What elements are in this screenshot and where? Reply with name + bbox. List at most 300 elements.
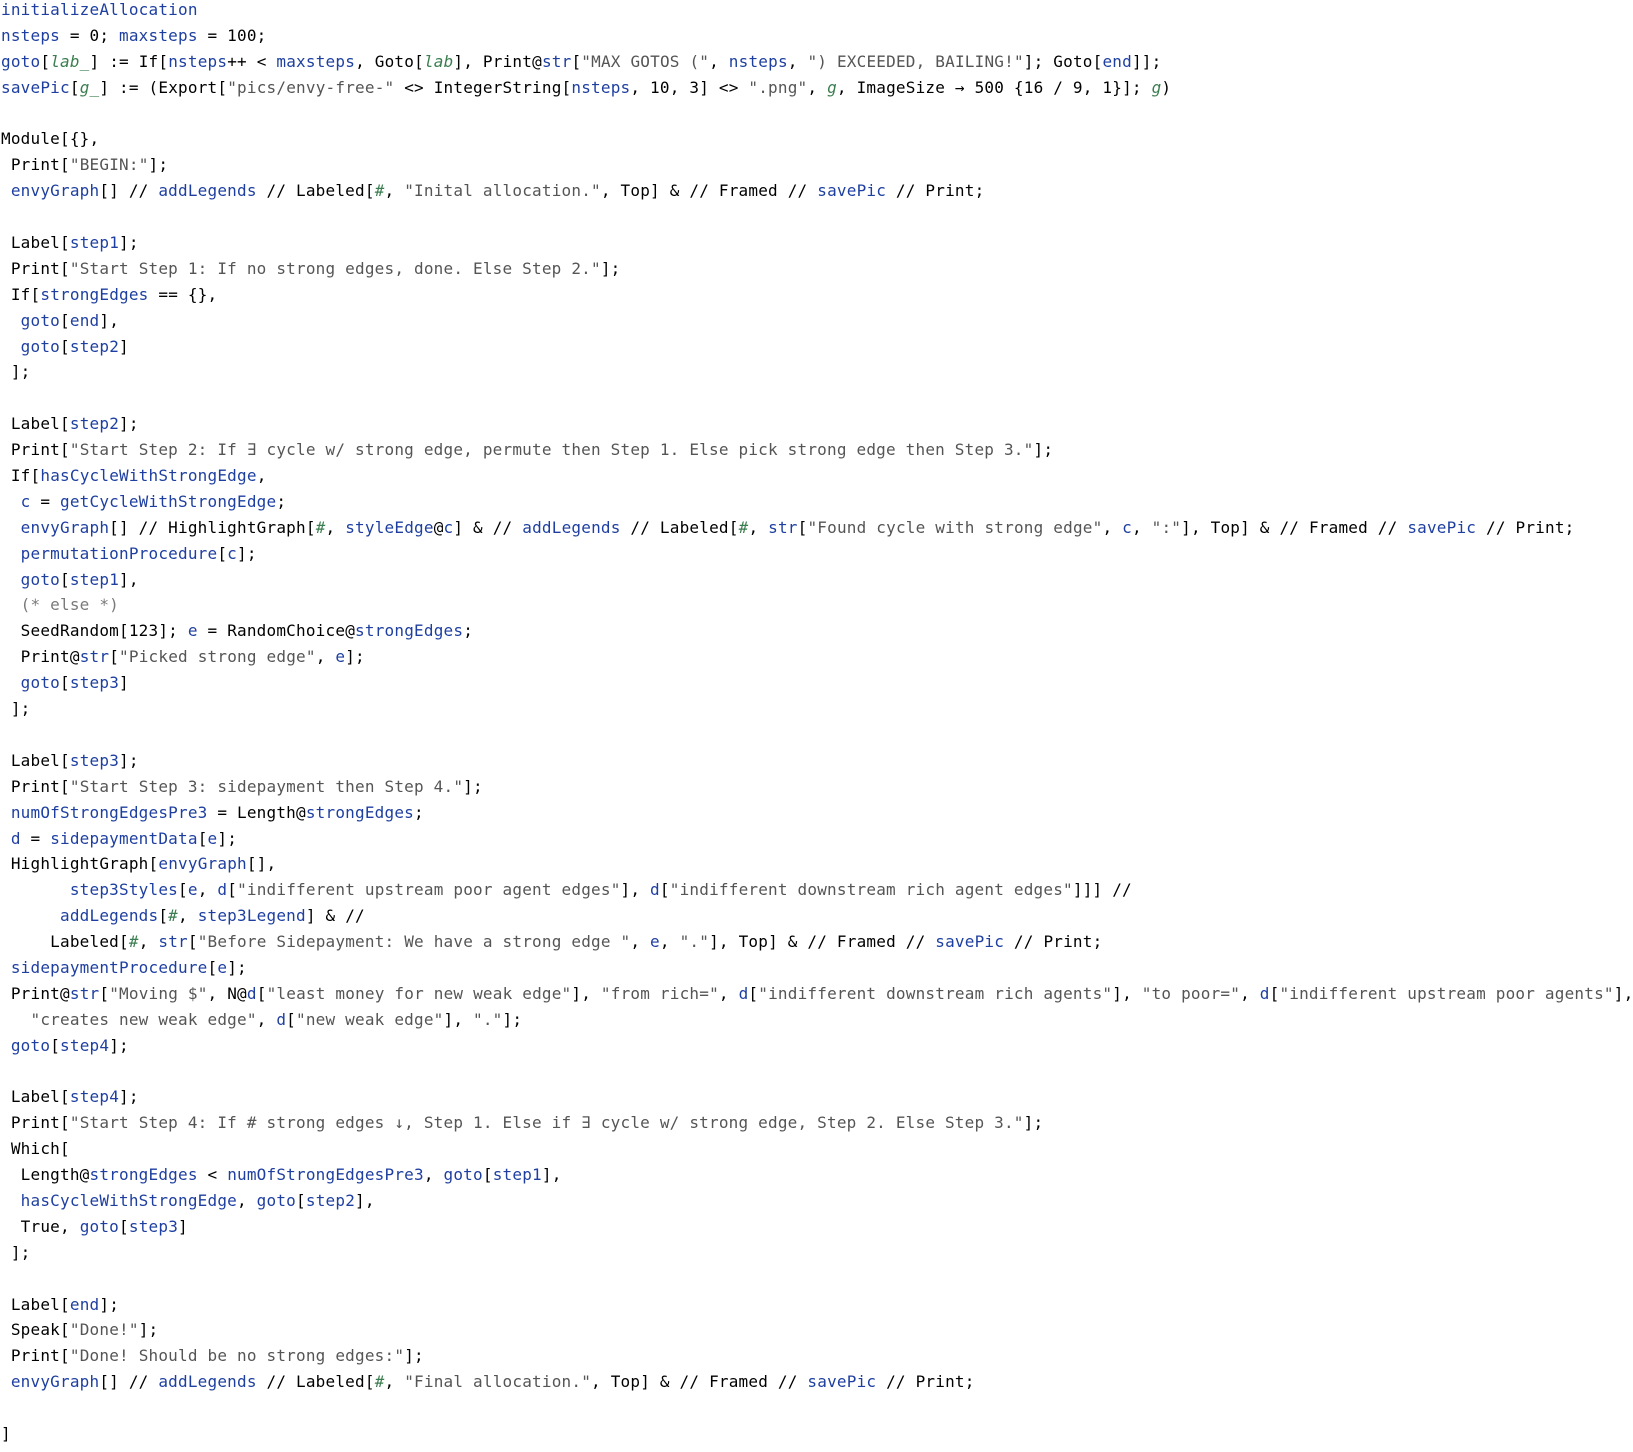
plain-token: ],: [620, 880, 651, 900]
code-line[interactable]: [1, 618, 1621, 644]
code-line[interactable]: [1, 877, 1621, 903]
plain-token: [: [60, 440, 70, 460]
plain-token: ] & //: [640, 1372, 710, 1392]
symbol-token: end: [69, 310, 100, 330]
code-line[interactable]: [1, 282, 1621, 308]
code-line[interactable]: [1, 670, 1621, 696]
plain-token: [: [99, 983, 110, 1003]
code-line[interactable]: [1, 178, 1621, 204]
plain-token: [: [158, 51, 169, 71]
plain-token: ],: [541, 1165, 562, 1185]
string-token: "indifferent downstream rich agent edges": [669, 880, 1073, 900]
code-line[interactable]: [1, 1084, 1621, 1110]
code-line[interactable]: [1, 800, 1621, 826]
code-cell[interactable]: [1, 0, 1633, 1447]
string-token: "Start Step 1: If no strong edges, done. Else Step 2.": [69, 258, 601, 278]
string-token: "Final allocation.": [404, 1372, 592, 1392]
plain-token: ] := (: [99, 77, 159, 97]
plain-token: ];: [502, 1009, 523, 1029]
keyword-token: Labeled: [50, 932, 120, 952]
plain-token: @: [345, 621, 356, 641]
symbol-token: d: [10, 828, 21, 848]
string-token: ":": [1151, 517, 1182, 537]
symbol-token: c: [1122, 517, 1132, 537]
code-line[interactable]: [1, 359, 1621, 385]
plain-token: ,: [836, 77, 857, 97]
plain-token: == {},: [148, 284, 218, 304]
pattern-token: g_: [79, 77, 100, 97]
keyword-token: HighlightGraph: [168, 517, 306, 537]
plain-token: //: [620, 517, 660, 537]
plain-token: ];: [1023, 1113, 1044, 1133]
symbol-token: savePic: [935, 932, 1005, 952]
code-line[interactable]: [1, 1059, 1621, 1085]
code-line[interactable]: [1, 1317, 1621, 1343]
code-line[interactable]: [1, 903, 1621, 929]
keyword-token: Label: [10, 750, 61, 770]
symbol-token: sidepaymentProcedure: [10, 957, 208, 977]
code-line[interactable]: [1, 515, 1621, 541]
code-line[interactable]: [1, 1240, 1621, 1266]
plain-token: [: [1269, 983, 1280, 1003]
code-line[interactable]: [1, 1033, 1621, 1059]
plain-token: [1, 570, 21, 589]
code-line[interactable]: [1, 334, 1621, 360]
plain-token: =: [197, 621, 228, 641]
plain-token: ,: [207, 983, 228, 1003]
plain-token: ,: [630, 932, 651, 952]
plain-token: [1, 285, 11, 304]
plain-token: [1, 777, 11, 796]
plain-token: [: [30, 466, 41, 486]
plain-token: [1, 647, 21, 666]
code-line[interactable]: [1, 826, 1621, 852]
plain-token: //: [768, 1372, 808, 1392]
code-line[interactable]: [1, 567, 1621, 593]
plain-token: [: [197, 828, 208, 848]
keyword-token: Framed: [1308, 517, 1368, 537]
plain-token: [1, 1139, 11, 1158]
keyword-token: Length: [20, 1165, 80, 1185]
pattern-token: #: [374, 1372, 385, 1392]
code-line[interactable]: [1, 696, 1621, 722]
keyword-token: Export: [158, 77, 218, 97]
symbol-token: strongEdges: [355, 621, 464, 641]
code-line[interactable]: [1, 1110, 1621, 1136]
plain-token: ] :=: [89, 51, 139, 71]
plain-token: [1, 803, 11, 822]
plain-token: ],: [355, 1190, 375, 1210]
plain-token: ];: [119, 414, 139, 434]
keyword-token: Framed: [709, 1372, 769, 1392]
plain-token: [: [482, 1165, 493, 1185]
plain-token: @: [237, 983, 247, 1003]
symbol-token: goto: [256, 1190, 297, 1210]
symbol-token: step3: [128, 1216, 179, 1236]
plain-token: ];: [1033, 440, 1054, 460]
code-line[interactable]: [1, 152, 1621, 178]
plain-token: [: [60, 1087, 70, 1107]
symbol-token: nsteps: [168, 51, 228, 71]
plain-token: =: [207, 802, 237, 822]
plain-token: = 100;: [197, 25, 267, 45]
plain-token: [: [286, 1009, 297, 1029]
keyword-token: Labeled: [296, 181, 365, 201]
plain-token: [: [728, 517, 739, 537]
code-line[interactable]: [1, 644, 1621, 670]
plain-token: //: [895, 932, 936, 952]
pattern-token: g: [1151, 77, 1162, 97]
code-line[interactable]: [1, 0, 1621, 23]
keyword-token: Print: [10, 983, 61, 1003]
keyword-token: RandomChoice: [227, 621, 346, 641]
string-token: "pics/envy-free-": [227, 77, 395, 97]
plain-token: ];: [600, 258, 621, 278]
plain-token: [: [364, 1372, 375, 1392]
plain-token: [1, 932, 50, 951]
string-token: "MAX GOTOS (": [581, 51, 710, 71]
plain-token: <>: [394, 77, 434, 97]
plain-token: [1, 492, 21, 511]
plain-token: ]];: [1131, 51, 1162, 71]
plain-token: [: [60, 310, 70, 330]
symbol-token: str: [79, 647, 110, 667]
string-token: "Start Step 3: sidepayment then Step 4.": [69, 776, 464, 796]
code-line[interactable]: [1, 463, 1621, 489]
string-token: "Start Step 2: If ∃ cycle w/ strong edge, permute then Step 1. Else pick strong edge then Step 3.": [69, 440, 1034, 460]
plain-token: ];: [119, 233, 139, 253]
code-line[interactable]: [1, 1369, 1621, 1395]
plain-token: [1, 1320, 11, 1339]
symbol-token: d: [650, 880, 660, 900]
keyword-token: Top: [610, 1372, 641, 1392]
code-line[interactable]: [1, 437, 1621, 463]
symbol-token: e: [217, 957, 228, 977]
symbol-token: envyGraph: [10, 181, 100, 201]
symbol-token: getCycleWithStrongEdge: [60, 491, 277, 511]
code-line[interactable]: [1, 1188, 1621, 1214]
plain-token: ,: [315, 647, 336, 667]
symbol-token: d: [246, 983, 257, 1003]
symbol-token: step3Styles: [69, 880, 179, 900]
pattern-token: g: [827, 77, 837, 97]
plain-token: ,: [423, 1165, 444, 1185]
code-line[interactable]: [1, 1214, 1621, 1240]
keyword-token: HighlightGraph: [10, 854, 149, 874]
keyword-token: Top: [1210, 517, 1241, 537]
pattern-token: #: [315, 517, 326, 537]
plain-token: ],: [119, 569, 139, 589]
plain-token: [: [60, 233, 70, 253]
plain-token: [1, 621, 21, 640]
symbol-token: nsteps: [728, 51, 788, 71]
code-line[interactable]: [1, 722, 1621, 748]
plain-token: [: [60, 1346, 70, 1366]
plain-token: [1, 854, 11, 873]
keyword-token: Print: [10, 1113, 61, 1133]
plain-token: ];: [119, 750, 139, 770]
plain-token: [: [109, 647, 120, 667]
plain-token: [: [60, 1320, 70, 1340]
symbol-token: str: [541, 51, 572, 71]
plain-token: @: [296, 802, 306, 822]
string-token: ") EXCEEDED, BAILING!": [807, 51, 1024, 71]
keyword-token: Print: [10, 258, 61, 278]
code-line[interactable]: [1, 929, 1621, 955]
plain-token: [1, 233, 11, 252]
code-line[interactable]: [1, 748, 1621, 774]
plain-token: =: [20, 828, 51, 848]
symbol-token: nsteps: [571, 77, 631, 97]
plain-token: ,: [138, 932, 159, 952]
string-token: "Picked strong edge": [119, 647, 316, 667]
code-line[interactable]: [1, 23, 1621, 49]
keyword-token: Print: [925, 181, 975, 201]
plain-token: [1, 311, 21, 330]
keyword-token: Top: [620, 181, 651, 201]
keyword-token: Print: [1043, 932, 1093, 952]
plain-token: ] & //: [1240, 517, 1309, 537]
plain-token: [1, 181, 11, 200]
plain-token: [1, 544, 21, 563]
plain-token: = 0;: [60, 25, 119, 45]
code-line[interactable]: [1, 411, 1621, 437]
plain-token: ];: [119, 1087, 139, 1107]
plain-token: ] & //: [768, 932, 837, 952]
symbol-token: goto: [443, 1165, 483, 1185]
comment-token: (* else *): [20, 595, 119, 615]
code-line[interactable]: [1, 541, 1621, 567]
code-line[interactable]: [1, 1136, 1621, 1162]
code-line[interactable]: [1, 126, 1621, 152]
symbol-token: maxsteps: [119, 25, 198, 45]
plain-token: ],: [443, 1009, 474, 1029]
keyword-token: ImageSize: [856, 77, 946, 97]
plain-token: [: [60, 569, 70, 589]
string-token: "BEGIN:": [69, 155, 149, 175]
plain-token: [: [60, 776, 70, 796]
symbol-token: sidepaymentData: [50, 828, 198, 848]
plain-token: [1, 1036, 11, 1055]
plain-token: ,: [256, 1009, 277, 1029]
plain-token: [1, 1217, 21, 1236]
symbol-token: step2: [69, 414, 120, 434]
plain-token: [1, 414, 11, 433]
plain-token: ;: [463, 621, 474, 641]
plain-token: //: [1004, 932, 1044, 952]
code-line[interactable]: [1, 230, 1621, 256]
plain-token: [: [60, 414, 70, 434]
plain-token: [1, 880, 70, 899]
code-line[interactable]: [1, 75, 1621, 101]
plain-token: //: [777, 181, 818, 201]
plain-token: [1, 1113, 11, 1132]
keyword-token: If: [10, 466, 31, 486]
symbol-token: addLegends: [158, 1372, 257, 1392]
plain-token: //: [1476, 517, 1516, 537]
code-line[interactable]: [1, 592, 1621, 618]
plain-token: [1, 440, 11, 459]
symbol-token: str: [768, 517, 798, 537]
plain-token: [: [659, 880, 670, 900]
plain-token: ++ <: [227, 51, 277, 71]
plain-token: [: [797, 517, 808, 537]
plain-token: ],: [1181, 517, 1211, 537]
code-line[interactable]: [1, 1292, 1621, 1318]
code-line[interactable]: [1, 101, 1621, 127]
code-line[interactable]: [1, 851, 1621, 877]
symbol-token: addLegends: [60, 906, 159, 926]
plain-token: ;: [414, 802, 424, 822]
symbol-token: strongEdges: [40, 284, 149, 304]
symbol-token: end: [69, 1294, 100, 1314]
keyword-token: True: [20, 1216, 61, 1236]
plain-token: [: [60, 336, 70, 356]
symbol-token: d: [738, 983, 749, 1003]
code-line[interactable]: [1, 308, 1621, 334]
plain-token: [: [40, 51, 51, 71]
keyword-token: Length: [237, 802, 296, 822]
plain-token: @: [79, 1165, 90, 1185]
plain-token: [1, 518, 21, 537]
keyword-token: Top: [738, 932, 769, 952]
keyword-token: Print: [10, 440, 61, 460]
string-token: "Done!": [69, 1320, 139, 1340]
string-token: "new weak edge": [296, 1009, 444, 1029]
plain-token: [: [227, 880, 238, 900]
code-line[interactable]: [1, 774, 1621, 800]
keyword-token: IntegerString: [433, 77, 562, 97]
plain-token: @: [60, 983, 70, 1003]
symbol-token: savePic: [807, 1372, 877, 1392]
plain-token: ,: [718, 983, 739, 1003]
plain-token: ],: [99, 310, 120, 330]
code-line[interactable]: [1, 1007, 1621, 1033]
symbol-token: envyGraph: [20, 517, 110, 537]
symbol-token: addLegends: [522, 517, 621, 537]
code-line[interactable]: [1, 955, 1621, 981]
plain-token: ;: [1092, 932, 1103, 952]
plain-token: [1, 984, 11, 1003]
plain-token: [1, 906, 60, 925]
keyword-token: Print: [10, 776, 61, 796]
plain-token: [: [50, 1035, 61, 1055]
symbol-token: e: [335, 647, 346, 667]
plain-token: ,: [787, 51, 808, 71]
plain-token: [1, 1010, 31, 1029]
plain-token: ,: [1131, 517, 1152, 537]
plain-token: [] //: [99, 181, 159, 201]
string-token: "to poor=": [1141, 983, 1241, 1003]
keyword-token: N: [227, 983, 238, 1003]
plain-token: [1, 1346, 11, 1365]
plain-token: [: [60, 1294, 70, 1314]
plain-token: [: [364, 181, 375, 201]
symbol-token: envyGraph: [158, 854, 247, 874]
plain-token: [1, 1165, 21, 1184]
symbol-token: e: [187, 621, 198, 641]
symbol-token: goto: [10, 1035, 51, 1055]
code-line[interactable]: [1, 385, 1621, 411]
plain-token: //: [256, 181, 297, 201]
keyword-token: If: [10, 284, 31, 304]
symbol-token: str: [69, 983, 100, 1003]
plain-token: [1, 155, 11, 174]
plain-token: [1, 1087, 11, 1106]
plain-token: [: [561, 77, 572, 97]
plain-token: [: [69, 77, 80, 97]
plain-token: ];: [227, 957, 247, 977]
plain-token: ,: [748, 517, 769, 537]
plain-token: ,: [384, 1372, 405, 1392]
keyword-token: Goto: [1053, 51, 1093, 71]
plain-token: ],: [453, 51, 483, 71]
plain-token: ,: [178, 906, 198, 926]
symbol-token: str: [158, 932, 188, 952]
symbol-token: styleEdge: [345, 517, 434, 537]
plain-token: ],: [709, 932, 739, 952]
plain-token: [1, 466, 11, 485]
plain-token: [: [60, 750, 70, 770]
keyword-token: Goto: [374, 51, 415, 71]
code-line[interactable]: [1, 1395, 1621, 1421]
plain-token: ];: [148, 155, 169, 175]
plain-token: [] //: [109, 517, 169, 537]
symbol-token: step1: [492, 1165, 542, 1185]
code-line[interactable]: [1, 49, 1621, 75]
code-line[interactable]: [1, 1421, 1621, 1447]
keyword-token: Speak: [10, 1320, 61, 1340]
symbol-token: maxsteps: [276, 51, 356, 71]
plain-token: ];: [138, 1320, 159, 1340]
symbol-token: step1: [69, 233, 120, 253]
plain-token: [],: [246, 854, 277, 874]
code-line[interactable]: [1, 1162, 1621, 1188]
pattern-token: lab: [423, 51, 454, 71]
code-line[interactable]: [1, 256, 1621, 282]
keyword-token: Framed: [718, 181, 778, 201]
code-line[interactable]: [1, 489, 1621, 515]
plain-token: [: [207, 957, 218, 977]
plain-token: ,: [591, 1372, 611, 1392]
string-token: ".": [473, 1009, 503, 1029]
plain-token: ,: [325, 517, 346, 537]
keyword-token: Label: [10, 414, 61, 434]
code-line[interactable]: [1, 1343, 1621, 1369]
string-token: "indifferent downstream rich agents": [758, 983, 1113, 1003]
pattern-token: lab_: [50, 51, 90, 71]
keyword-token: Label: [10, 1294, 61, 1314]
pattern-token: #: [374, 181, 385, 201]
code-line[interactable]: [1, 1266, 1621, 1292]
plain-token: [: [296, 1190, 306, 1210]
plain-token: [: [217, 543, 228, 563]
plain-token: //: [256, 1372, 297, 1392]
plain-token: [1, 829, 11, 848]
plain-token: ,: [237, 1190, 257, 1210]
string-token: "Done! Should be no strong edges:": [69, 1346, 405, 1366]
symbol-token: savePic: [817, 181, 887, 201]
code-line[interactable]: [1, 981, 1633, 1007]
plain-token: ]: [1, 1423, 11, 1443]
plain-token: [1, 259, 11, 278]
plain-token: [: [60, 1139, 70, 1159]
symbol-token: initializeAllocation: [1, 0, 198, 19]
code-line[interactable]: [1, 204, 1621, 230]
plain-token: [: [178, 880, 188, 900]
keyword-token: Print: [915, 1372, 965, 1392]
plain-token: ;: [276, 491, 287, 511]
